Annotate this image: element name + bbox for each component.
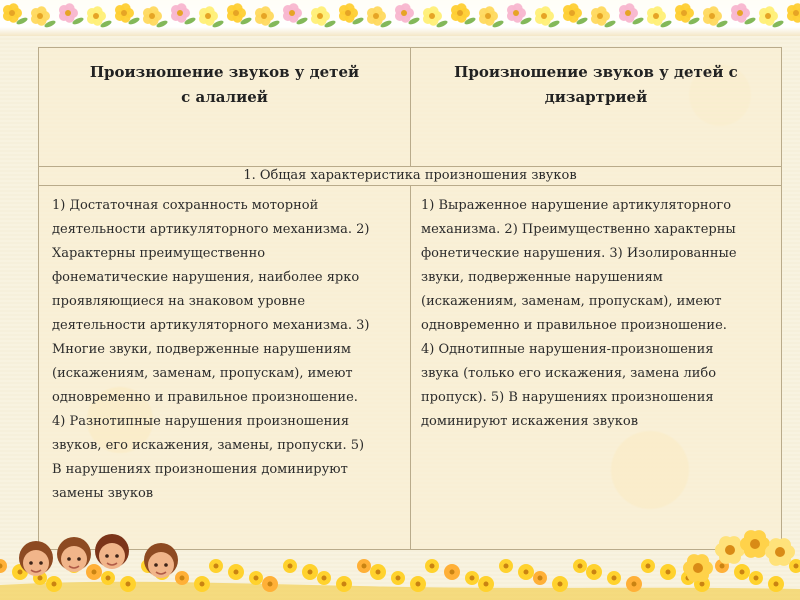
header-alalia: Произношение звуков у детей с алалией [39, 48, 411, 167]
section-title-row: 1. Общая характеристика произношения звуков [39, 167, 781, 186]
bottom-children-flowers-icon [0, 490, 800, 600]
flower-border-icon [0, 0, 800, 36]
comparison-table [38, 47, 782, 550]
table-header-row [39, 48, 781, 167]
dysarthria-description-cell: 1) Выраженное нарушение артикуляторного механизма. 2) Преимущественно характерны фонетические нарушения. 3) Изолированные звуки, подверженные нарушениям (искажениям, заменам, пропускам), имеют одновременно и правильное произношение. 4) Однотипные нарушения-произношения звука (только его искажения, замена либо пропуск). 5) В нарушениях произношения доминируют искажения звуков [421, 198, 737, 429]
header-dysarthria: Произношение звуков у детей с дизартрией [454, 63, 738, 106]
alalia-description-cell: 1) Достаточная сохранность моторной деятельности артикуляторного механизма. 2) Характерны преимущественно фонематические нарушения, наиболее ярко проявляющиеся на знаковом уровне деятельности артикуляторного механизма. 3) Многие звуки, подверженные нарушениям (искажениям, заменам, пропускам), имеют одновременно и правильное произношение. 4) Разнотипные нарушения произношения звуков, его искажения, замены, пропуски. 5) В нарушениях произношения доминируют замены звуков [39, 186, 411, 550]
